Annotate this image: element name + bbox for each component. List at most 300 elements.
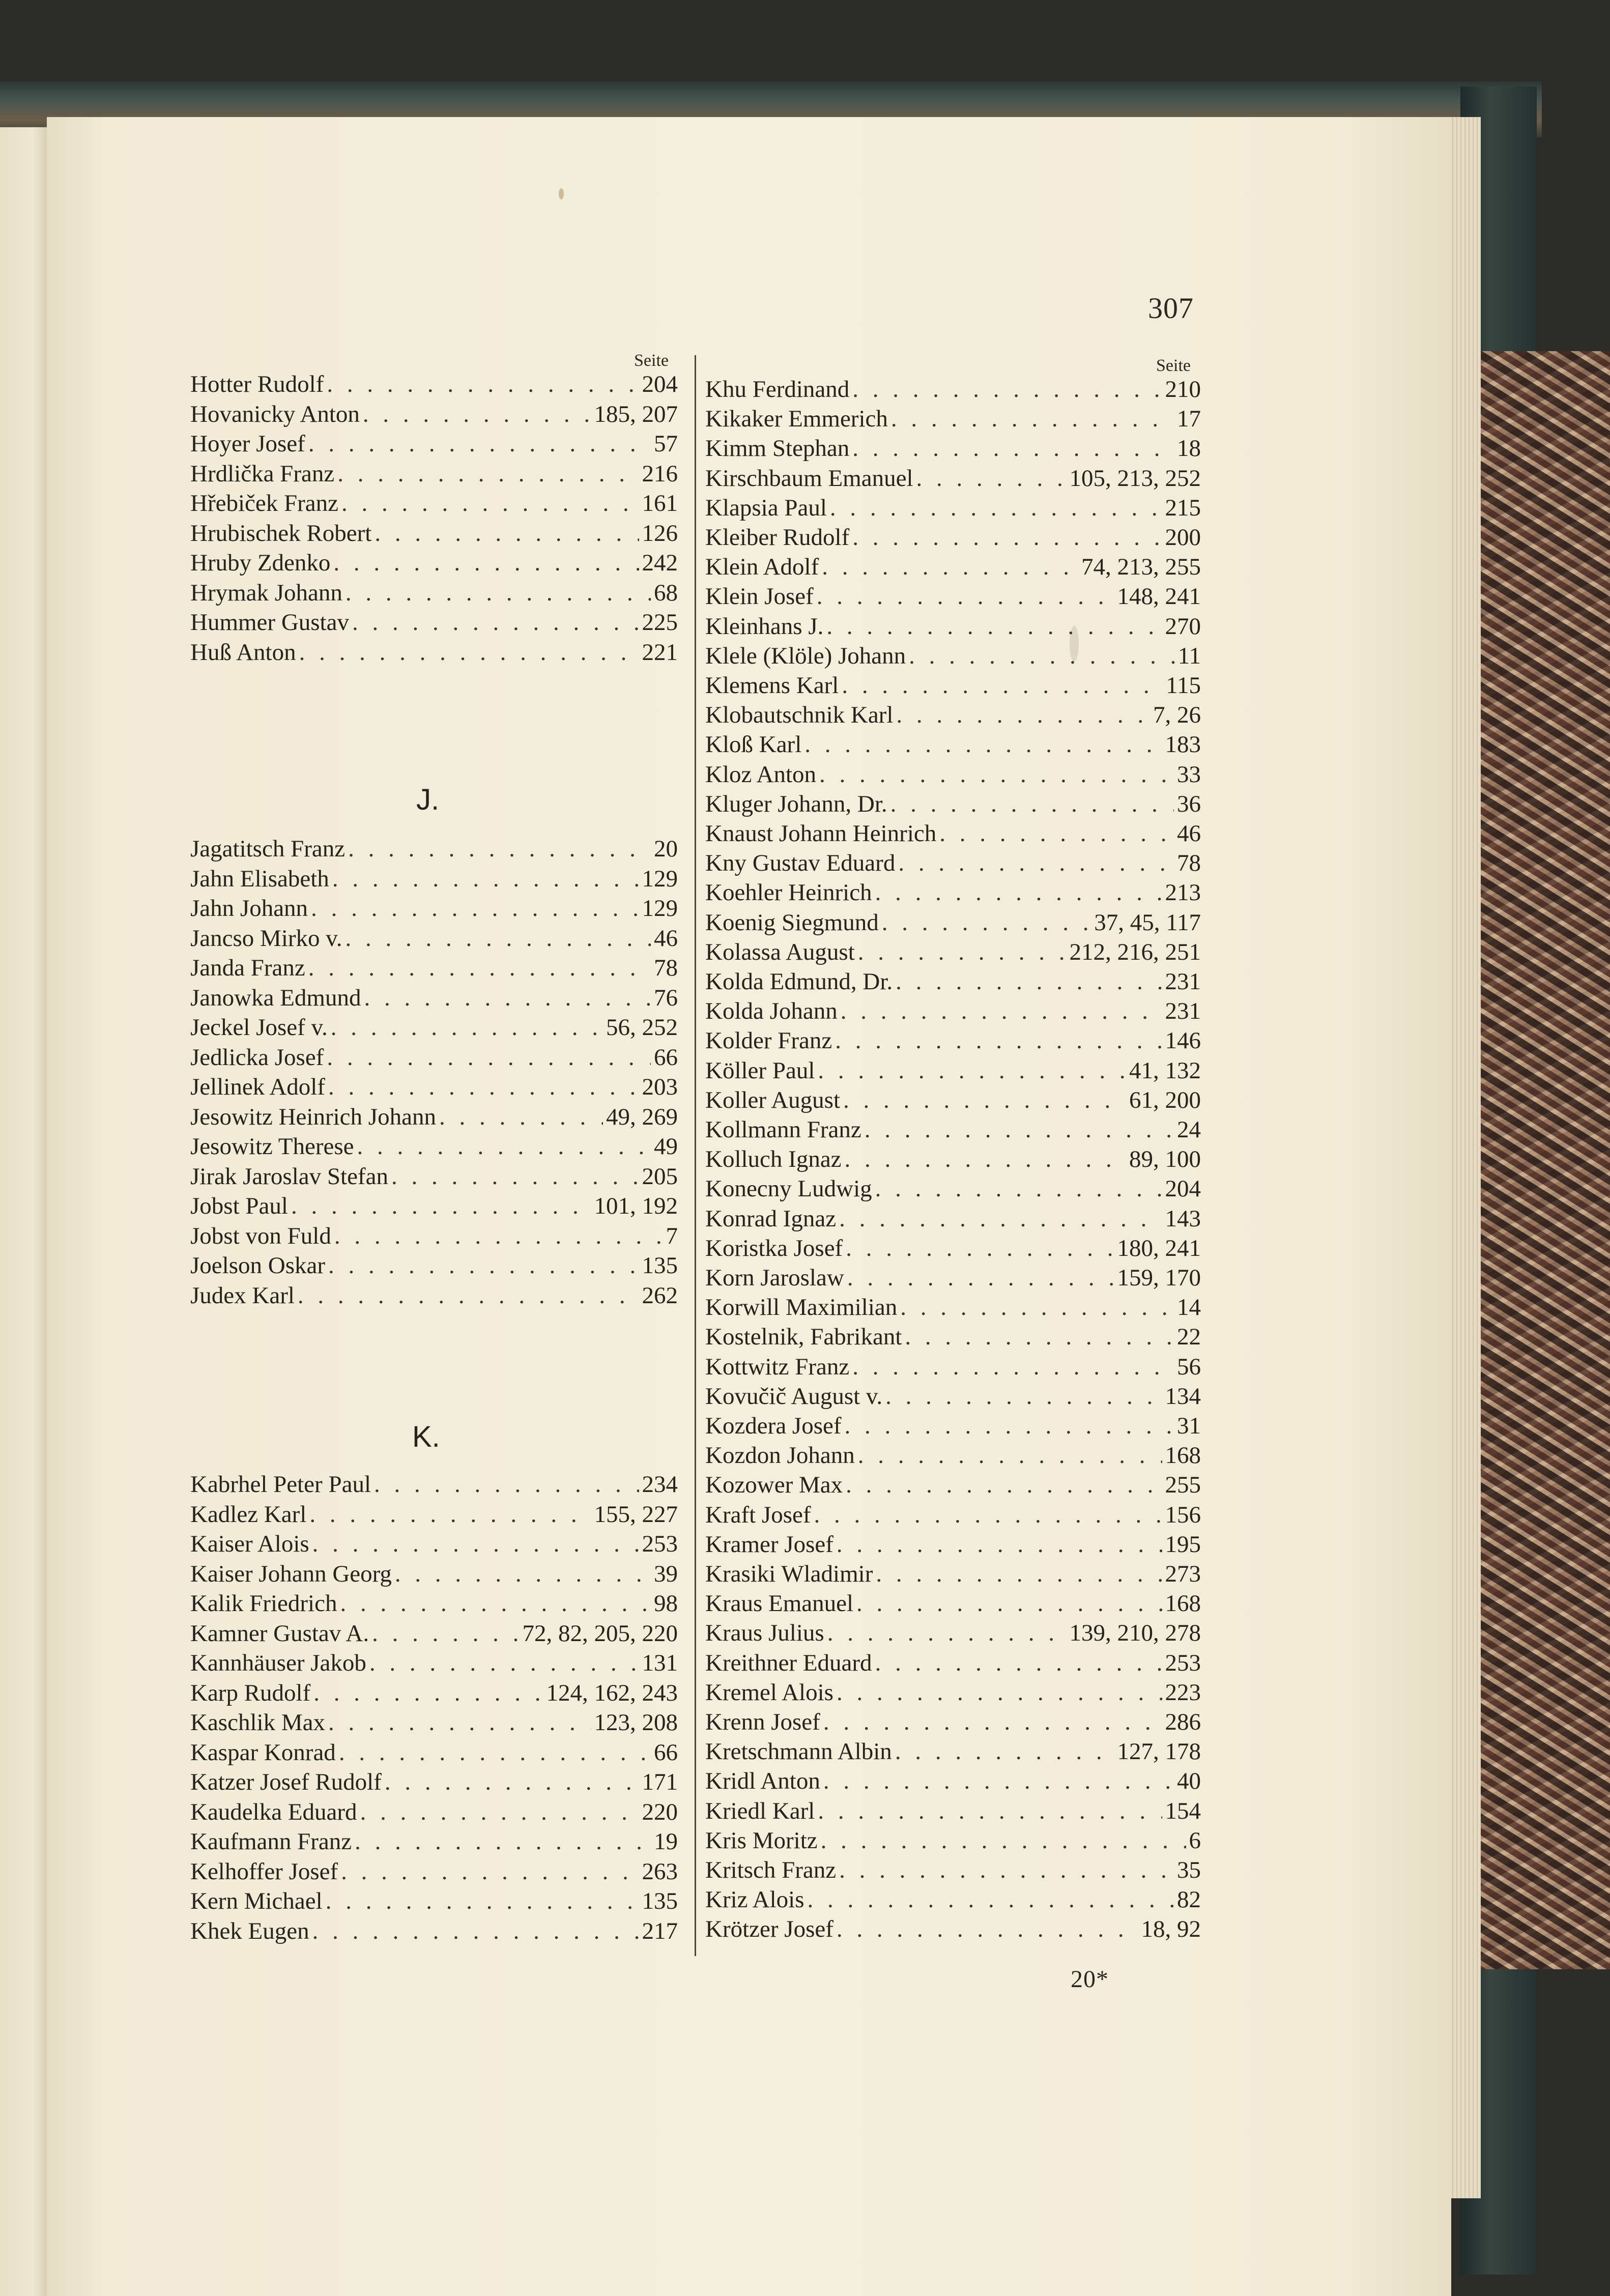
dot-leader xyxy=(858,1442,1162,1469)
entry-name: Krasiki Wladimir xyxy=(705,1561,873,1587)
dot-leader xyxy=(309,1501,591,1528)
entry-page-numbers: 270 xyxy=(1165,613,1201,640)
index-entry xyxy=(190,1073,678,1103)
entry-name: Korn Jaroslaw xyxy=(705,1265,844,1291)
entry-page-numbers: 159, 170 xyxy=(1117,1265,1201,1291)
index-entry xyxy=(705,879,1201,908)
dot-leader xyxy=(298,1282,639,1309)
entry-page-numbers: 78 xyxy=(654,955,678,981)
entry-name: Kluger Johann, Dr. xyxy=(705,790,887,817)
entry-name: Kraft Josef xyxy=(705,1501,811,1528)
index-entry xyxy=(705,968,1201,997)
dot-leader xyxy=(823,1767,1174,1795)
entry-page-numbers: 76 xyxy=(654,984,678,1011)
index-entry xyxy=(190,1649,678,1679)
entry-page-numbers: 40 xyxy=(1177,1768,1201,1795)
dot-leader xyxy=(839,1205,1162,1232)
entry-name: Kloz Anton xyxy=(705,761,817,788)
index-entry xyxy=(190,1709,678,1738)
index-entry xyxy=(190,835,678,865)
dot-leader xyxy=(385,1768,639,1796)
index-entry xyxy=(190,865,678,895)
entry-page-numbers: 49 xyxy=(654,1133,678,1160)
dot-leader xyxy=(841,997,1162,1025)
dot-leader xyxy=(847,1264,1114,1292)
index-entry xyxy=(190,1917,678,1947)
entry-name: Kleinhans J. xyxy=(705,613,824,640)
index-entry xyxy=(705,1323,1201,1353)
entry-name: Jobst von Fuld xyxy=(190,1222,331,1249)
entry-name: Kritsch Franz xyxy=(705,1857,837,1883)
dot-leader xyxy=(876,1560,1162,1588)
index-entry xyxy=(705,1531,1201,1560)
entry-page-numbers: 18 xyxy=(1177,435,1201,462)
dot-leader xyxy=(830,494,1162,522)
dot-leader xyxy=(339,1739,651,1766)
dot-leader xyxy=(858,938,1067,966)
entry-page-numbers: 22 xyxy=(1177,1324,1201,1351)
dot-leader xyxy=(291,1192,591,1220)
entry-page-numbers: 37, 45, 117 xyxy=(1094,909,1201,936)
entry-page-numbers: 242 xyxy=(642,550,678,576)
dot-leader xyxy=(846,1471,1162,1499)
entry-name: Kozdon Johann xyxy=(705,1442,855,1469)
entry-page-numbers: 253 xyxy=(1165,1649,1201,1676)
entry-page-numbers: 134 xyxy=(1165,1383,1201,1410)
entry-name: Kamner Gustav A. xyxy=(190,1620,369,1647)
dot-leader xyxy=(327,370,639,398)
index-entry xyxy=(705,1057,1201,1086)
dot-leader xyxy=(852,376,1162,403)
entry-page-numbers: 156 xyxy=(1165,1501,1201,1528)
entry-name: Jeckel Josef v. xyxy=(190,1014,328,1041)
index-entry xyxy=(190,1858,678,1887)
entry-name: Khu Ferdinand xyxy=(705,376,850,403)
section-heading-k: K. xyxy=(412,1420,440,1453)
dot-leader xyxy=(346,579,651,607)
entry-page-numbers: 217 xyxy=(642,1917,678,1944)
entry-page-numbers: 154 xyxy=(1165,1797,1201,1824)
dot-leader xyxy=(355,1828,651,1855)
entry-name: Kannhäuser Jakob xyxy=(190,1650,366,1676)
index-entry xyxy=(705,1797,1201,1827)
index-entry xyxy=(705,376,1201,405)
entry-name: Kovučič August v. xyxy=(705,1383,883,1410)
index-entry xyxy=(705,761,1201,790)
entry-name: Jagatitsch Franz xyxy=(190,836,346,862)
entry-name: Kretschmann Albin xyxy=(705,1738,892,1765)
index-entry xyxy=(190,520,678,549)
entry-page-numbers: 255 xyxy=(1165,1472,1201,1499)
index-entry xyxy=(190,1014,678,1043)
index-entry xyxy=(705,1856,1201,1886)
entry-page-numbers: 18, 92 xyxy=(1141,1916,1201,1943)
entry-name: Jancso Mirko v. xyxy=(190,925,342,952)
dot-leader xyxy=(311,895,639,922)
entry-name: Klemens Karl xyxy=(705,672,839,699)
entry-page-numbers: 74, 213, 255 xyxy=(1081,554,1201,581)
index-entry xyxy=(190,1471,678,1500)
index-entry xyxy=(705,1501,1201,1531)
entry-page-numbers: 89, 100 xyxy=(1129,1146,1201,1173)
index-entry xyxy=(705,583,1201,612)
entry-name: Hoyer Josef xyxy=(190,430,305,457)
entry-name: Jesowitz Therese xyxy=(190,1133,354,1160)
dot-leader xyxy=(299,639,639,666)
entry-name: Jahn Johann xyxy=(190,895,308,922)
dot-leader xyxy=(845,1145,1126,1173)
entry-name: Judex Karl xyxy=(190,1282,295,1309)
entry-page-numbers: 31 xyxy=(1177,1413,1201,1439)
entry-name: Klobautschnik Karl xyxy=(705,702,894,729)
index-entry xyxy=(705,1767,1201,1797)
dot-leader xyxy=(357,1133,651,1160)
entry-page-numbers: 19 xyxy=(654,1828,678,1855)
dot-leader xyxy=(360,1798,639,1826)
entry-name: Kremel Alois xyxy=(705,1679,833,1706)
dot-leader xyxy=(313,1679,543,1707)
entry-name: Korwill Maximilian xyxy=(705,1294,898,1321)
entry-page-numbers: 20 xyxy=(654,836,678,862)
entry-page-numbers: 195 xyxy=(1165,1531,1201,1558)
entry-page-numbers: 78 xyxy=(1177,850,1201,877)
column-divider xyxy=(695,355,696,1956)
entry-name: Kelhoffer Josef xyxy=(190,1858,338,1885)
facing-page-edge xyxy=(0,127,47,2296)
index-entry xyxy=(705,1145,1201,1175)
entry-page-numbers: 200 xyxy=(1165,524,1201,551)
entry-name: Hotter Rudolf xyxy=(190,371,324,397)
dot-leader xyxy=(839,1856,1174,1884)
dot-leader xyxy=(875,879,1162,906)
entry-name: Kollmann Franz xyxy=(705,1116,861,1143)
entry-name: Krenn Josef xyxy=(705,1709,820,1735)
entry-page-numbers: 216 xyxy=(642,460,678,487)
entry-name: Joelson Oskar xyxy=(190,1252,325,1279)
index-entry xyxy=(705,1353,1201,1383)
entry-page-numbers: 185, 207 xyxy=(594,400,678,427)
index-entry xyxy=(190,1828,678,1857)
dot-leader xyxy=(891,405,1174,433)
index-entry xyxy=(705,1383,1201,1412)
entry-name: Hummer Gustav xyxy=(190,609,349,636)
entry-page-numbers: 213 xyxy=(1165,879,1201,906)
index-entry xyxy=(190,460,678,490)
entry-name: Kriedl Karl xyxy=(705,1797,815,1824)
index-entry xyxy=(190,954,678,984)
index-entry xyxy=(705,701,1201,731)
dot-leader xyxy=(808,1886,1174,1913)
page-number: 307 xyxy=(1148,292,1194,325)
dot-leader xyxy=(328,1252,639,1279)
entry-page-numbers: 129 xyxy=(642,895,678,922)
entry-page-numbers: 39 xyxy=(654,1560,678,1587)
column-header-seite-left: Seite xyxy=(634,351,669,370)
dot-leader xyxy=(885,1383,1162,1410)
dot-leader xyxy=(856,1590,1162,1617)
entry-name: Khek Eugen xyxy=(190,1917,309,1944)
entry-page-numbers: 11 xyxy=(1177,642,1201,669)
entry-name: Konrad Ignaz xyxy=(705,1205,837,1232)
paper-spot xyxy=(559,188,564,199)
entry-page-numbers: 131 xyxy=(642,1650,678,1676)
entry-page-numbers: 101, 192 xyxy=(594,1193,678,1219)
entry-page-numbers: 221 xyxy=(642,639,678,666)
dot-leader xyxy=(326,1887,639,1915)
dot-leader xyxy=(896,701,1150,729)
entry-name: Kabrhel Peter Paul xyxy=(190,1471,371,1498)
index-entry xyxy=(705,938,1201,968)
entry-name: Karp Rudolf xyxy=(190,1679,311,1706)
entry-name: Kadlez Karl xyxy=(190,1501,307,1528)
entry-page-numbers: 171 xyxy=(642,1769,678,1795)
index-entry xyxy=(705,909,1201,938)
entry-name: Kirschbaum Emanuel xyxy=(705,465,913,492)
entry-name: Hrymak Johann xyxy=(190,579,342,606)
entry-page-numbers: 24 xyxy=(1177,1116,1201,1143)
index-entry xyxy=(190,1887,678,1917)
entry-name: Kern Michael xyxy=(190,1888,323,1914)
index-entry xyxy=(705,1027,1201,1056)
index-entry xyxy=(705,997,1201,1027)
dot-leader xyxy=(334,1222,663,1250)
entry-name: Kolluch Ignaz xyxy=(705,1146,842,1173)
dot-leader xyxy=(823,1708,1162,1736)
dot-leader xyxy=(905,1323,1174,1351)
entry-page-numbers: 129 xyxy=(642,865,678,892)
entry-page-numbers: 56, 252 xyxy=(606,1014,678,1041)
index-entry xyxy=(705,849,1201,879)
entry-name: Kaschlik Max xyxy=(190,1709,325,1736)
entry-name: Kreithner Eduard xyxy=(705,1649,872,1676)
dot-leader xyxy=(852,524,1162,551)
entry-name: Klapsia Paul xyxy=(705,494,827,521)
entry-page-numbers: 36 xyxy=(1177,790,1201,817)
index-entry xyxy=(705,435,1201,464)
index-entry xyxy=(705,465,1201,494)
entry-name: Kny Gustav Eduard xyxy=(705,850,896,877)
index-entry xyxy=(705,1471,1201,1501)
index-entry xyxy=(705,1679,1201,1708)
entry-name: Kottwitz Franz xyxy=(705,1353,850,1380)
dot-leader xyxy=(333,549,639,577)
entry-name: Jedlicka Josef xyxy=(190,1044,324,1071)
dot-leader xyxy=(341,1858,639,1885)
entry-page-numbers: 168 xyxy=(1165,1442,1201,1469)
index-entry xyxy=(705,1649,1201,1679)
dot-leader xyxy=(804,731,1162,758)
index-entry xyxy=(190,1133,678,1162)
entry-page-numbers: 82 xyxy=(1177,1886,1201,1913)
entry-name: Klein Josef xyxy=(705,583,814,610)
entry-page-numbers: 183 xyxy=(1165,731,1201,758)
dot-leader xyxy=(890,790,1174,818)
dot-leader xyxy=(939,820,1174,847)
index-entry xyxy=(190,1530,678,1560)
entry-name: Hovanicky Anton xyxy=(190,400,360,427)
entry-name: Hruby Zdenko xyxy=(190,550,331,576)
index-entry xyxy=(190,1798,678,1828)
dot-leader xyxy=(352,609,639,636)
dot-leader xyxy=(821,1827,1186,1854)
dot-leader xyxy=(328,1709,591,1736)
entry-name: Knaust Johann Heinrich xyxy=(705,820,937,847)
dot-leader xyxy=(391,1163,639,1190)
index-entry xyxy=(190,430,678,460)
entry-page-numbers: 46 xyxy=(654,925,678,952)
dot-leader xyxy=(835,1027,1162,1054)
entry-name: Kozower Max xyxy=(705,1472,843,1499)
index-entry xyxy=(190,579,678,609)
entry-page-numbers: 124, 162, 243 xyxy=(546,1679,678,1706)
index-entry xyxy=(190,1620,678,1649)
index-entry xyxy=(705,1619,1201,1649)
dot-leader xyxy=(882,909,1091,936)
entry-page-numbers: 203 xyxy=(642,1074,678,1100)
index-entry xyxy=(705,731,1201,760)
entry-page-numbers: 7, 26 xyxy=(1153,702,1201,729)
index-entry xyxy=(190,1739,678,1768)
index-entry xyxy=(190,984,678,1014)
index-entry xyxy=(190,1252,678,1281)
entry-name: Kalik Friedrich xyxy=(190,1590,337,1617)
entry-page-numbers: 135 xyxy=(642,1888,678,1914)
entry-page-numbers: 57 xyxy=(654,430,678,457)
dot-leader xyxy=(916,465,1067,492)
index-entry xyxy=(705,820,1201,849)
index-entry xyxy=(190,1282,678,1311)
dot-leader xyxy=(312,1530,639,1558)
dot-leader xyxy=(363,400,591,428)
index-entry xyxy=(190,1590,678,1619)
index-entry xyxy=(705,1915,1201,1945)
entry-page-numbers: 127, 178 xyxy=(1117,1738,1201,1765)
dot-leader xyxy=(875,1649,1162,1677)
dot-leader xyxy=(898,849,1174,877)
dot-leader xyxy=(865,1116,1174,1143)
entry-page-numbers: 273 xyxy=(1165,1561,1201,1587)
entry-name: Kaspar Konrad xyxy=(190,1739,336,1766)
dot-leader xyxy=(845,1412,1174,1440)
entry-page-numbers: 35 xyxy=(1177,1857,1201,1883)
dot-leader xyxy=(369,1649,639,1677)
index-entry xyxy=(190,1560,678,1590)
dot-leader xyxy=(337,460,639,487)
dot-leader xyxy=(827,1619,1067,1647)
entry-name: Kikaker Emmerich xyxy=(705,406,888,433)
dot-leader xyxy=(909,642,1175,670)
dot-leader xyxy=(895,1738,1114,1765)
entry-name: Kaufmann Franz xyxy=(190,1828,352,1855)
index-entry xyxy=(705,494,1201,524)
entry-page-numbers: 14 xyxy=(1177,1294,1201,1321)
entry-page-numbers: 115 xyxy=(1166,672,1201,699)
entry-name: Hřebiček Franz xyxy=(190,490,338,516)
dot-leader xyxy=(341,490,639,517)
index-entry xyxy=(190,1501,678,1530)
index-entry xyxy=(705,1116,1201,1145)
entry-page-numbers: 56 xyxy=(1177,1353,1201,1380)
dot-leader xyxy=(852,435,1174,462)
dot-leader xyxy=(312,1917,639,1945)
entry-page-numbers: 66 xyxy=(654,1739,678,1766)
entry-name: Kris Moritz xyxy=(705,1827,818,1854)
index-entry xyxy=(705,1738,1201,1767)
printer-signature-mark: 20* xyxy=(1071,1966,1109,1993)
index-entry xyxy=(705,1205,1201,1235)
entry-page-numbers: 253 xyxy=(642,1531,678,1557)
entry-page-numbers: 215 xyxy=(1165,494,1201,521)
dot-leader xyxy=(308,954,651,982)
entry-name: Kaiser Johann Georg xyxy=(190,1560,392,1587)
dot-leader xyxy=(837,1915,1138,1943)
index-entry xyxy=(190,1192,678,1222)
entry-page-numbers: 6 xyxy=(1189,1827,1201,1854)
entry-page-numbers: 231 xyxy=(1165,968,1201,995)
dot-leader xyxy=(372,1620,519,1647)
entry-name: Kridl Anton xyxy=(705,1768,820,1795)
column-header-seite-right: Seite xyxy=(1156,356,1191,375)
entry-name: Krötzer Josef xyxy=(705,1916,833,1943)
dot-leader xyxy=(364,984,651,1012)
dot-leader xyxy=(346,925,651,952)
entry-page-numbers: 105, 213, 252 xyxy=(1069,465,1201,492)
entry-name: Hrubischek Robert xyxy=(190,520,372,547)
entry-page-numbers: 143 xyxy=(1165,1205,1201,1232)
entry-page-numbers: 168 xyxy=(1165,1590,1201,1617)
entry-page-numbers: 146 xyxy=(1165,1027,1201,1054)
entry-name: Huß Anton xyxy=(190,639,296,666)
dot-leader xyxy=(308,430,651,457)
dot-leader xyxy=(900,1294,1174,1321)
dot-leader xyxy=(328,1073,639,1101)
entry-name: Kolder Franz xyxy=(705,1027,832,1054)
dot-leader xyxy=(327,1044,651,1071)
index-entry xyxy=(190,490,678,519)
index-entry xyxy=(705,1827,1201,1856)
dot-leader xyxy=(348,835,651,863)
dot-leader xyxy=(375,520,639,547)
index-entry xyxy=(190,639,678,668)
index-entry xyxy=(190,1103,678,1133)
entry-page-numbers: 234 xyxy=(642,1471,678,1498)
dot-leader xyxy=(439,1103,603,1131)
index-entry xyxy=(190,925,678,954)
index-entry xyxy=(705,1590,1201,1619)
entry-page-numbers: 220 xyxy=(642,1798,678,1825)
dot-leader xyxy=(374,1471,639,1498)
entry-name: Koenig Siegmund xyxy=(705,909,879,936)
index-entry xyxy=(705,1412,1201,1442)
dot-leader xyxy=(843,1086,1126,1114)
dot-leader xyxy=(852,1353,1174,1381)
entry-name: Jahn Elisabeth xyxy=(190,865,329,892)
dot-leader xyxy=(826,613,1162,640)
dot-leader xyxy=(818,1797,1162,1825)
entry-page-numbers: 223 xyxy=(1165,1679,1201,1706)
index-entry xyxy=(190,895,678,924)
entry-page-numbers: 205 xyxy=(642,1163,678,1190)
index-entry xyxy=(705,1086,1201,1116)
entry-name: Kolassa August xyxy=(705,938,855,965)
entry-name: Hrdlička Franz xyxy=(190,460,335,487)
index-entry xyxy=(190,1679,678,1709)
entry-name: Kaiser Alois xyxy=(190,1531,309,1557)
dot-leader xyxy=(837,1531,1162,1558)
dot-leader xyxy=(837,1679,1162,1706)
dot-leader xyxy=(331,1014,603,1041)
dot-leader xyxy=(814,1501,1162,1529)
